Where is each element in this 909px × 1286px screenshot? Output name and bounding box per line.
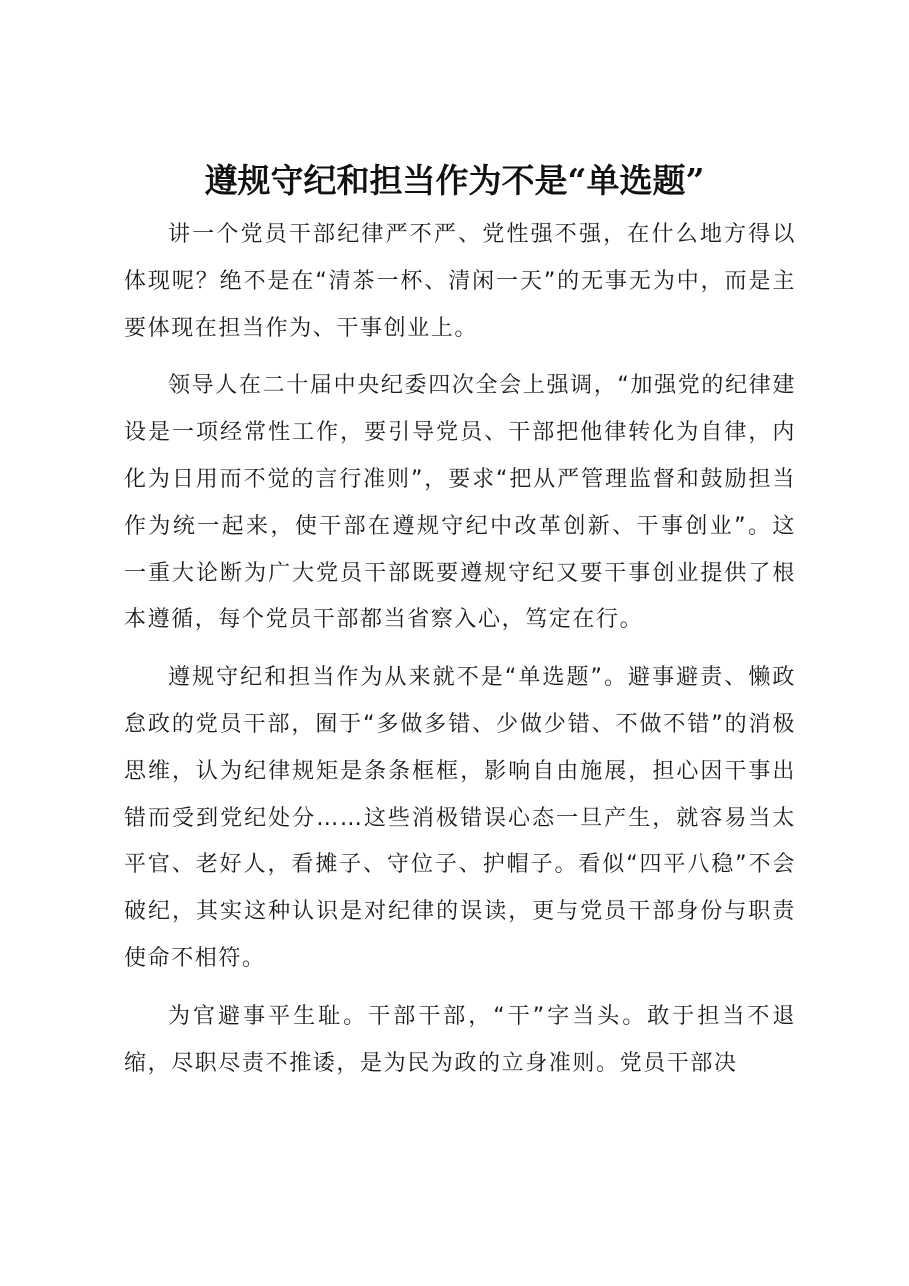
paragraph-1: 讲一个党员干部纪律严不严、党性强不强，在什么地方得以体现呢？绝不是在“清茶一杯、清闲一天”的无事无为中，而是主要体现在担当作为、干事创业上。 xyxy=(124,222,796,341)
paragraph-3: 遵规守纪和担当作为从来就不是“单选题”。避事避责、懒政怠政的党员干部，囿于“多做多错、少做少错、不做不错”的消极思维，认为纪律规矩是条条框框，影响自由施展，担心因干事出错而受到党纪处分……这些消极错误心态一旦产生，就容易当太平官、老好人，看摊子、守位子、护帽子。看似“四平八稳”不会破纪，其实这种认识是对纪律的误读，更与党员干部身份与职责使命不相符。 xyxy=(124,665,796,971)
paragraph-4: 为官避事平生耻。干部干部，“干”字当头。敢于担当不退缩，尽职尽责不推诿，是为民为政的立身准则。党员干部决 xyxy=(124,1003,796,1076)
document-body xyxy=(124,212,796,1087)
paragraph-2: 领导人在二十届中央纪委四次全会上强调，“加强党的纪律建设是一项经常性工作，要引导党员、干部把他律转化为自律，内化为日用而不觉的言行准则”，要求“把从严管理监督和鼓励担当作为统一起来，使干部在遵规守纪中改革创新、干事创业”。这一重大论断为广大党员干部既要遵规守纪又要干事创业提供了根本遵循，每个党员干部都当省察入心，笃定在行。 xyxy=(124,373,796,633)
document-title: 遵规守纪和担当作为不是“单选题” xyxy=(204,161,705,200)
